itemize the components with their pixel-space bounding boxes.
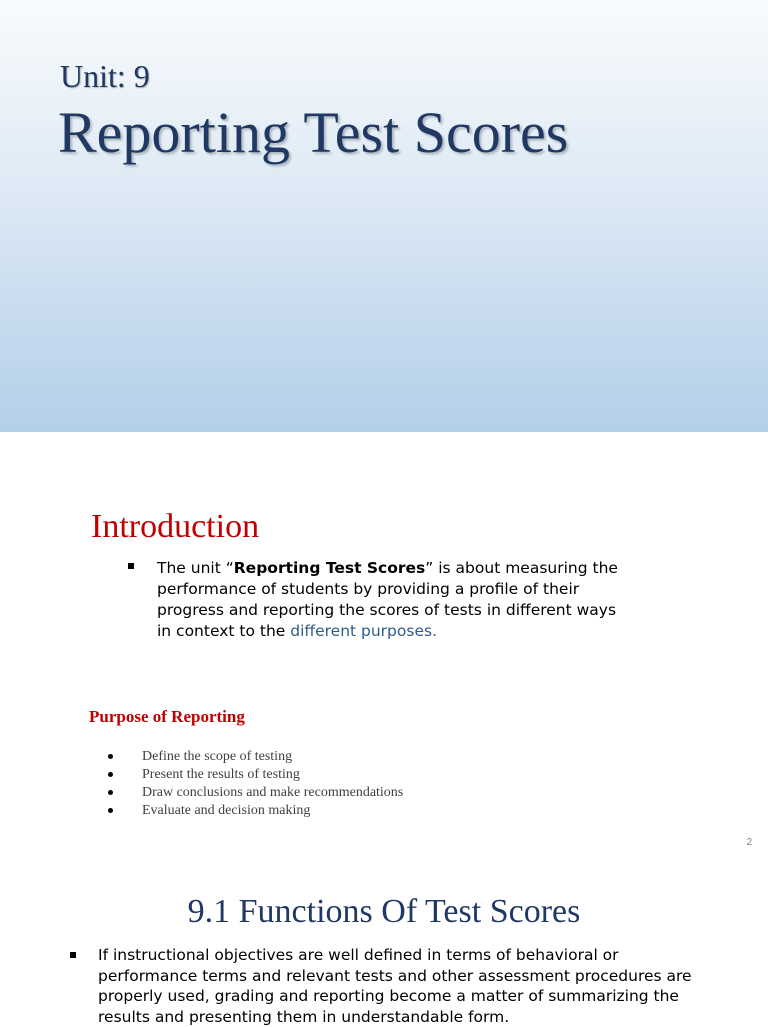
intro-text-bold: Reporting Test Scores [233, 559, 426, 577]
intro-text-highlight: different purposes. [290, 622, 437, 640]
intro-text-part2: ” is about measuring the performance of students by providing a profile of their progress and reporting the scores of tests in different ways in context to the [157, 559, 618, 640]
intro-text-part1: The unit “ [157, 559, 234, 577]
list-item-label: Define the scope of testing [142, 749, 293, 764]
introduction-heading: Introduction [91, 508, 260, 545]
list-item-label: Evaluate and decision making [142, 803, 311, 818]
list-item-label: Draw conclusions and make recommendations [142, 785, 404, 800]
title-slide [0, 0, 768, 432]
introduction-paragraph [157, 558, 627, 642]
bullet-dot-icon [108, 808, 113, 813]
list-item [106, 784, 403, 802]
bullet-dot-icon [108, 754, 113, 759]
list-item [106, 802, 403, 820]
list-item [106, 748, 403, 766]
bullet-dot-icon [108, 772, 113, 777]
list-item-label: Present the results of testing [142, 767, 300, 782]
square-bullet-icon [128, 563, 134, 569]
functions-slide [0, 864, 768, 1024]
bullet-dot-icon [108, 790, 113, 795]
purpose-list [106, 748, 403, 820]
unit-label: Unit: 9 [60, 58, 150, 94]
slide-title: Reporting Test Scores [58, 100, 569, 165]
functions-paragraph: If instructional objectives are well defined in terms of behavioral or performance terms and relevant tests and other assessment procedures are properly used, grading and reporting become a matter of summarizing the results and presenting them in understandable form. [98, 946, 692, 1026]
introduction-slide [0, 432, 768, 864]
list-item [106, 766, 403, 784]
purpose-heading: Purpose of Reporting [89, 707, 245, 726]
page-number: 2 [746, 837, 752, 848]
functions-heading: 9.1 Functions Of Test Scores [187, 893, 581, 930]
square-bullet-icon [70, 952, 76, 958]
